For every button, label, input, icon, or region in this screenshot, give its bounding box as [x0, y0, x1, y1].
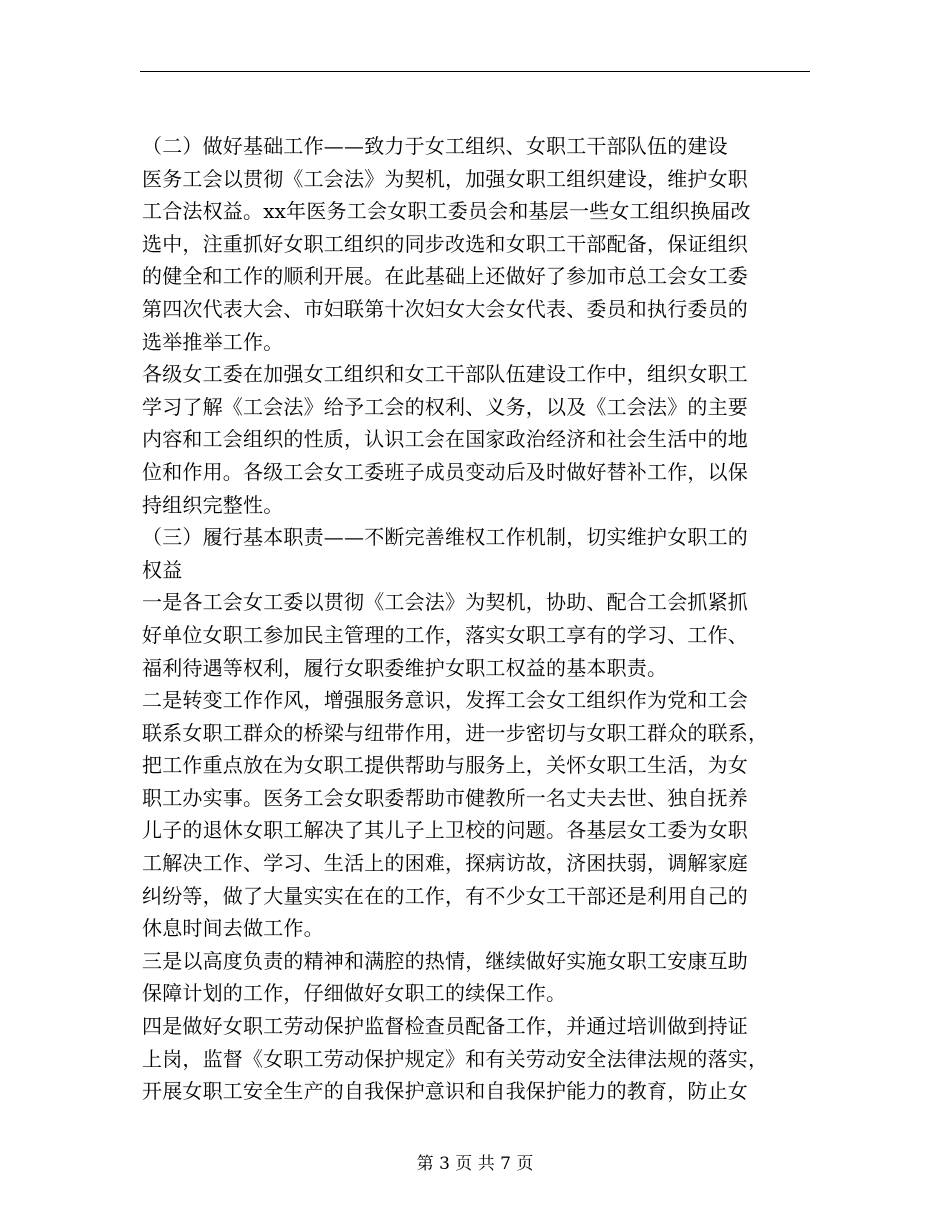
text-line: 第四次代表大会、市妇联第十次妇女大会女代表、委员和执行委员的	[142, 296, 748, 321]
text-line: 休息时间去做工作。	[142, 916, 324, 941]
text-line: 选中，注重抓好女职工组织的同步改选和女职工干部配备，保证组织	[142, 231, 748, 256]
text-line: （三）履行基本职责——不断完善维权工作机制，切实维护女职工的	[142, 525, 748, 550]
header-rule	[140, 71, 810, 72]
text-line: 儿子的退休女职工解决了其儿子上卫校的问题。各基层女工委为女职	[142, 818, 748, 843]
text-line: 位和作用。各级工会女工委班子成员变动后及时做好替补工作，以保	[142, 459, 748, 484]
text-line: 工合法权益。xx年医务工会女职工委员会和基层一些女工组织换届改	[142, 199, 751, 224]
text-line: 权益	[142, 557, 183, 582]
text-line: 工解决工作、学习、生活上的困难，探病访故，济困扶弱，调解家庭	[142, 851, 748, 876]
text-line: 各级女工委在加强女工组织和女工干部队伍建设工作中，组织女职工	[142, 362, 748, 387]
text-line: 三是以高度负责的精神和满腔的热情，继续做好实施女职工安康互助	[142, 948, 748, 973]
text-line: 纠纷等，做了大量实实在在的工作，有不少女工干部还是利用自己的	[142, 883, 748, 908]
text-line: 四是做好女职工劳动保护监督检查员配备工作，并通过培训做到持证	[142, 1014, 748, 1039]
text-line: 的健全和工作的顺利开展。在此基础上还做好了参加市总工会女工委	[142, 264, 748, 289]
text-line: 一是各工会女工委以贯彻《工会法》为契机，协助、配合工会抓紧抓	[142, 590, 748, 615]
text-line: 选举推举工作。	[142, 329, 284, 354]
text-line: 把工作重点放在为女职工提供帮助与服务上，关怀女职工生活，为女	[142, 753, 748, 778]
text-line: 好单位女职工参加民主管理的工作，落实女职工享有的学习、工作、	[142, 622, 748, 647]
text-line: 学习了解《工会法》给予工会的权利、义务，以及《工会法》的主要	[142, 394, 748, 419]
text-line: 上岗，监督《女职工劳动保护规定》和有关劳动安全法律法规的落实，	[142, 1046, 769, 1071]
document-body	[142, 130, 812, 1108]
text-line: 福利待遇等权利，履行女职委维护女职工权益的基本职责。	[142, 655, 668, 680]
text-line: （二）做好基础工作——致力于女工组织、女职工干部队伍的建设	[142, 134, 728, 158]
page-number-footer: 第 3 页 共 7 页	[416, 1154, 534, 1174]
text-line: 保障计划的工作，仔细做好女职工的续保工作。	[142, 981, 567, 1006]
text-line: 医务工会以贯彻《工会法》为契机，加强女职工组织建设，维护女职	[142, 166, 748, 191]
text-line: 内容和工会组织的性质，认识工会在国家政治经济和社会生活中的地	[142, 427, 748, 452]
text-line: 持组织完整性。	[142, 492, 284, 517]
text-line: 二是转变工作作风，增强服务意识，发挥工会女工组织作为党和工会	[142, 688, 748, 713]
text-line: 职工办实事。医务工会女职委帮助市健教所一名丈夫去世、独自抚养	[142, 785, 748, 810]
text-line: 联系女职工群众的桥梁与纽带作用，进一步密切与女职工群众的联系，	[142, 720, 769, 745]
text-line: 开展女职工安全生产的自我保护意识和自我保护能力的教育，防止女	[142, 1079, 748, 1104]
